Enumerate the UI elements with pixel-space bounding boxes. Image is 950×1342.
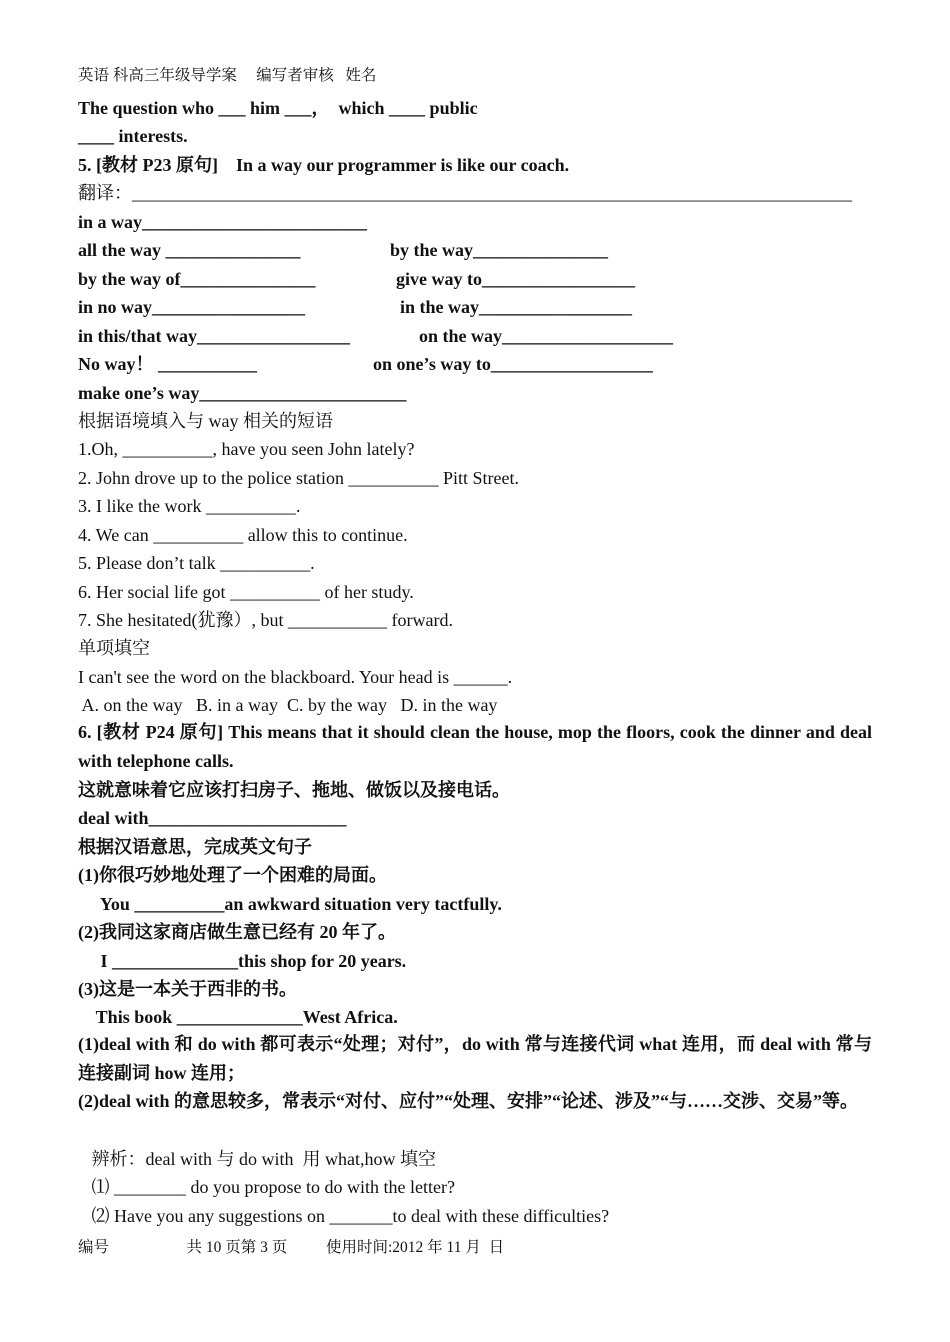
translate-cn: (3)这是一本关于西非的书。 (78, 979, 297, 999)
translate-en: I ______________this shop for 20 years. (78, 951, 407, 971)
exercise-item: 4. We can __________ allow this to continue. (78, 525, 408, 545)
translate-cn: (2)我同这家商店做生意已经有 20 年了。 (78, 922, 396, 942)
phrase-right: on the way___________________ (419, 326, 674, 346)
section-title: 根据汉语意思，完成英文句子 (78, 837, 312, 857)
translation-line: 翻译：________________________________________________________________________________ (78, 183, 852, 203)
exercise-item: 1.Oh, __________, have you seen John lately? (78, 439, 415, 459)
exercise-item: 7. She hesitated(犹豫）, but ___________ forward. (78, 610, 453, 630)
header: 英语 科高三年级导学案 编写者审核 姓名 (78, 67, 377, 84)
mc-question: I can't see the word on the blackboard. Your head is ______. (78, 667, 513, 687)
phrase-right: on one’s way to__________________ (373, 354, 653, 374)
exercise-item: 2. John drove up to the police station __________ Pitt Street. (78, 468, 519, 488)
usage-note: (1)deal with 和 do with 都可表示“处理；对付”，do with 常与连接代词 what 连用，而 deal with 常与连接副词 how 连用； (78, 1034, 872, 1083)
phrase-line: in a way_________________________ (78, 212, 368, 232)
exercise-item: 5. Please don’t talk __________. (78, 553, 315, 573)
exercise-item: 3. I like the work __________. (78, 496, 301, 516)
phrase-left: in no way_________________ (78, 297, 306, 317)
usage-note: (2)deal with 的意思较多，常表示“对付、应付”“处理、安排”“论述、涉及”“与……交涉、交易”等。 (78, 1091, 858, 1111)
phrase-right: by the way_______________ (390, 240, 609, 260)
section-title: 单项填空 (78, 638, 150, 658)
text-line: The question who ___ him ___， which ____ public (78, 98, 478, 118)
phrase-left: in this/that way_________________ (78, 326, 351, 346)
text-line: ____ interests. (78, 126, 188, 146)
phrase-line: deal with______________________ (78, 808, 347, 828)
phrase-left: all the way _______________ (78, 240, 301, 260)
section-heading: 5. [教材 P23 原句] In a way our programmer is like our coach. (78, 155, 570, 175)
phrase-right: in the way_________________ (400, 297, 633, 317)
mc-options: A. on the way B. in a way C. by the way D. in the way (78, 695, 498, 715)
analysis-title: 辨析：deal with 与 do with 用 what,how 填空 (78, 1149, 436, 1169)
translation: 这就意味着它应该打扫房子、拖地、做饭以及接电话。 (78, 780, 510, 800)
section-title: 根据语境填入与 way 相关的短语 (78, 411, 333, 431)
phrase-right: give way to_________________ (396, 269, 635, 289)
phrase-left: by the way of_______________ (78, 269, 316, 289)
analysis-item: ⑵ Have you any suggestions on _______to deal with these difficulties? (78, 1206, 610, 1226)
footer: 编号 共 10 页第 3 页 使用时间:2012 年 11 月 日 (78, 1239, 505, 1256)
translate-cn: (1)你很巧妙地处理了一个困难的局面。 (78, 865, 387, 885)
translate-en: This book ______________West Africa. (78, 1007, 398, 1027)
section-heading: 6. [教材 P24 原句] This means that it should clean the house, mop the floors, cook the dinner and deal with telephone calls. (78, 722, 872, 771)
exercise-item: 6. Her social life got __________ of her study. (78, 582, 414, 602)
phrase-left: No way！ ___________ (78, 354, 257, 374)
analysis-item: ⑴ ________ do you propose to do with the letter? (78, 1177, 455, 1197)
phrase-line: make one’s way_______________________ (78, 383, 407, 403)
translate-en: You __________an awkward situation very tactfully. (78, 894, 502, 914)
